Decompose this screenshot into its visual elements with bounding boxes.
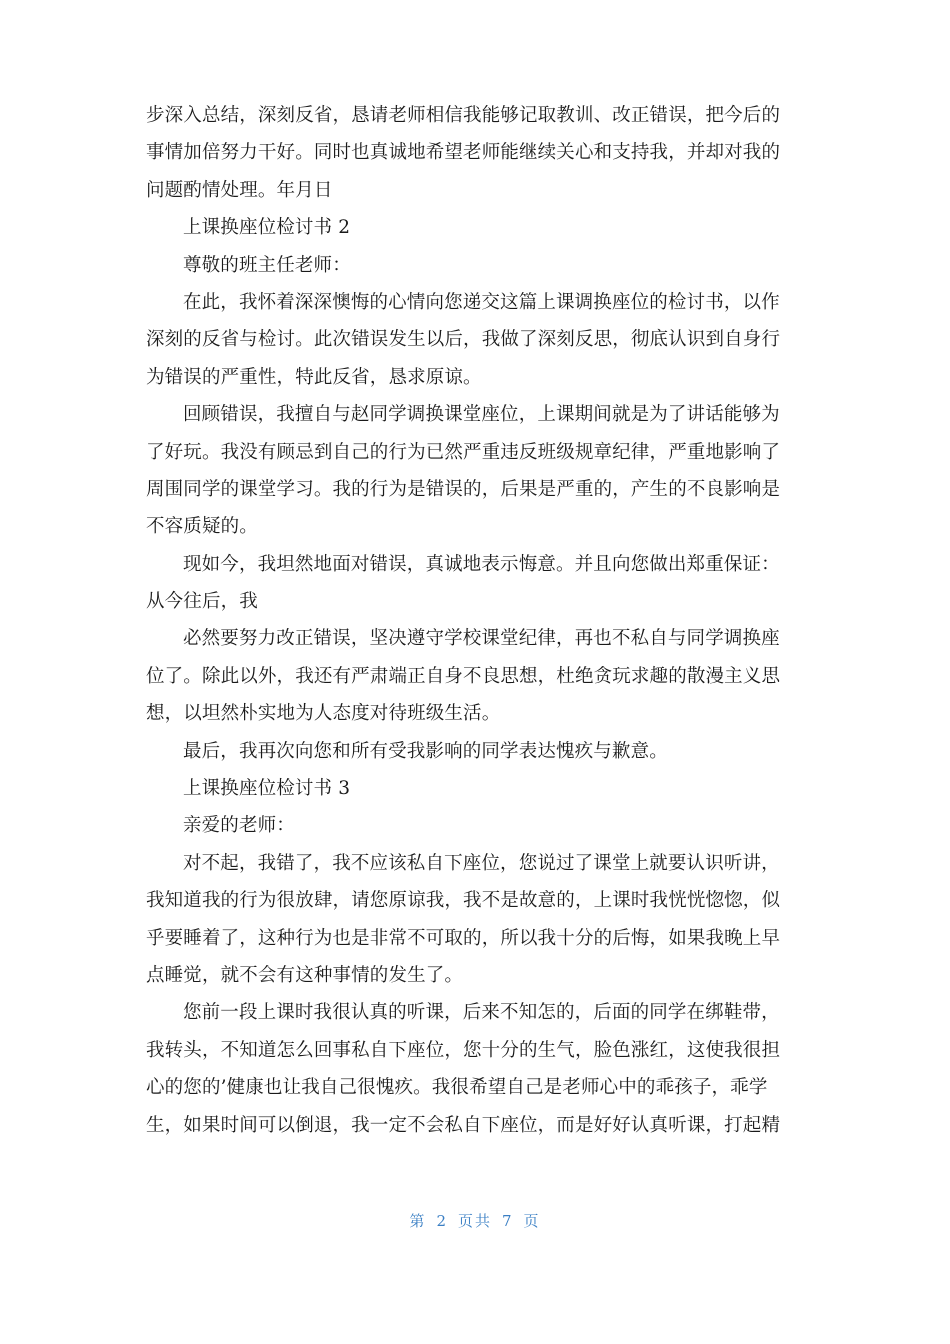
footer-suffix: 页 [523, 1212, 541, 1230]
text-line: 事情加倍努力干好。同时也真诚地希望老师能继续关心和支持我，并却对我的 [146, 142, 781, 164]
text-line: 您前一段上课时我很认真的听课，后来不知怎的，后面的同学在绑鞋带， [183, 1002, 780, 1024]
text-line: 亲爱的老师： [183, 815, 295, 837]
text-line: 了好玩。我没有顾忌到自己的行为已然严重违反班级规章纪律，严重地影响了 [146, 441, 781, 463]
text-line: 对不起，我错了，我不应该私自下座位，您说过了课堂上就要认识听讲， [183, 852, 780, 874]
text-line: 从今往后，我 [146, 591, 258, 613]
text-line: 位了。除此以外，我还有严肃端正自身不良思想，杜绝贪玩求趣的散漫主义思 [146, 665, 781, 687]
text-line: 为错误的严重性，特此反省，恳求原谅。 [146, 366, 482, 388]
text-line: 想，以坦然朴实地为人态度对待班级生活。 [146, 703, 501, 725]
text-line: 在此，我怀着深深懊悔的心情向您递交这篇上课调换座位的检讨书，以作 [183, 291, 780, 313]
text-line: 现如今，我坦然地面对错误，真诚地表示悔意。并且向您做出郑重保证： [183, 553, 780, 575]
text-line: 深刻的反省与检讨。此次错误发生以后，我做了深刻反思，彻底认识到自身行 [146, 329, 781, 351]
footer-total-pages: 7 [502, 1212, 514, 1230]
text-line: 尊敬的班主任老师： [183, 254, 351, 276]
footer-current-page: 2 [436, 1212, 448, 1230]
text-line: 必然要努力改正错误，坚决遵守学校课堂纪律，再也不私自与同学调换座 [183, 628, 780, 650]
text-line: 生，如果时间可以倒退，我一定不会私自下座位，而是好好认真听课，打起精 [146, 1114, 781, 1136]
page-footer [0, 1210, 950, 1231]
text-line: 我知道我的行为很放肆，请您原谅我，我不是故意的，上课时我恍恍惚惚，似 [146, 890, 781, 912]
text-line: 最后，我再次向您和所有受我影响的同学表达愧疚与歉意。 [183, 740, 668, 762]
text-line: 回顾错误，我擅自与赵同学调换课堂座位，上课期间就是为了讲话能够为 [183, 404, 780, 426]
footer-middle: 页共 [457, 1212, 492, 1230]
text-line: 乎要睡着了，这种行为也是非常不可取的，所以我十分的后悔，如果我晚上早 [146, 927, 781, 949]
text-line: 问题酌情处理。年月日 [146, 179, 333, 201]
text-line: 不容质疑的。 [146, 516, 258, 538]
footer-prefix: 第 [409, 1212, 427, 1230]
document-body [146, 97, 802, 1144]
text-line: 步深入总结，深刻反省，恳请老师相信我能够记取教训、改正错误，把今后的 [146, 105, 781, 126]
text-line: 上课换座位检讨书 3 [183, 778, 351, 800]
text-line: 心的您的’健康也让我自己很愧疚。我很希望自己是老师心中的乖孩子，乖学 [146, 1077, 768, 1099]
text-line: 点睡觉，就不会有这种事情的发生了。 [146, 964, 464, 986]
text-line: 上课换座位检讨书 2 [183, 217, 351, 239]
text-line: 我转头，不知道怎么回事私自下座位，您十分的生气，脸色涨红，这使我很担 [146, 1039, 781, 1061]
text-line: 周围同学的课堂学习。我的行为是错误的，后果是严重的，产生的不良影响是 [146, 478, 781, 500]
